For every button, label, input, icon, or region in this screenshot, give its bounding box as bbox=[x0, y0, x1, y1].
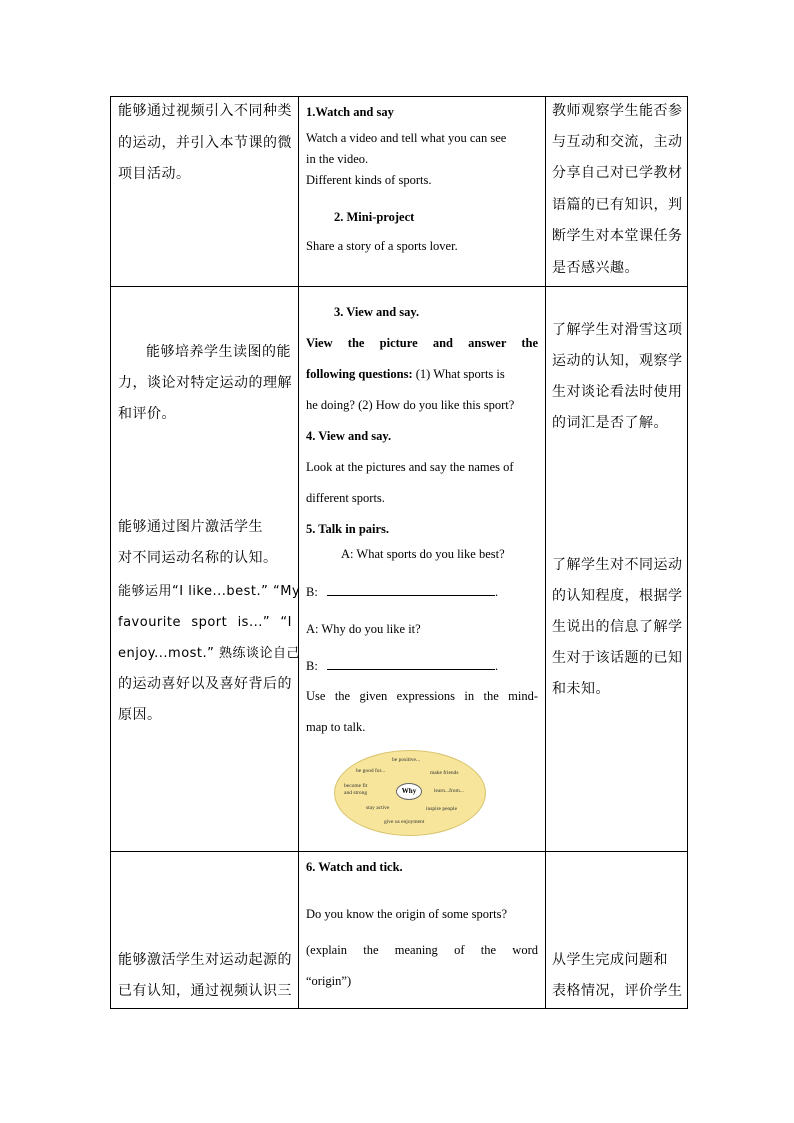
row-divider-1 bbox=[110, 286, 688, 287]
goal-line: 的运动喜好以及喜好背后的 bbox=[118, 676, 292, 692]
step1-title: 1.Watch and say bbox=[306, 105, 394, 119]
row-divider-2 bbox=[110, 851, 688, 852]
why-mindmap-image bbox=[334, 750, 486, 836]
goal-line: 对不同运动名称的认知。 bbox=[118, 550, 278, 566]
assessment-line: 语篇的已有知识，判 bbox=[552, 197, 683, 213]
step4-line: different sports. bbox=[306, 491, 385, 505]
assessment-line: 分享自己对已学教材 bbox=[552, 165, 683, 181]
assessment-line: 生对谈论看法时使用 bbox=[552, 384, 683, 400]
goal-line: favourite sport is...” “I bbox=[118, 615, 292, 630]
assessment-line: 断学生对本堂课任务 bbox=[552, 228, 683, 244]
mindmap-instruction: map to talk. bbox=[306, 720, 366, 734]
step2-text: Share a story of a sports lover. bbox=[306, 239, 458, 253]
goal-line: 已有认知，通过视频认识三 bbox=[118, 983, 292, 999]
answer-blank bbox=[327, 594, 495, 596]
goal-line: 能够运用“I like...best.” “My bbox=[118, 584, 301, 599]
assessment-line: 与互动和交流，主动 bbox=[552, 134, 683, 150]
dialog-line: A: What sports do you like best? bbox=[341, 547, 505, 561]
table-border-left bbox=[110, 96, 111, 1009]
assessment-line: 从学生完成问题和 bbox=[552, 952, 668, 968]
assessment-line: 的词汇是否了解。 bbox=[552, 415, 668, 431]
table-border-right bbox=[687, 96, 688, 1009]
step3-question-line3: he doing? (2) How do you like this sport? bbox=[306, 398, 515, 412]
assessment-line: 了解学生对不同运动 bbox=[552, 557, 683, 573]
step1-line: Different kinds of sports. bbox=[306, 173, 432, 187]
step5-title: 5. Talk in pairs. bbox=[306, 522, 390, 536]
goal-line: 能够通过图片激活学生 bbox=[118, 519, 263, 535]
goal-line: 项目活动。 bbox=[118, 166, 191, 182]
mindmap-word: give us enjoyment bbox=[384, 819, 425, 825]
mindmap-word: be positive... bbox=[392, 757, 421, 763]
goal-line: 能够激活学生对运动起源的 bbox=[118, 952, 292, 968]
goal-line: 力，谈论对特定运动的理解 bbox=[118, 375, 292, 391]
step6-question: Do you know the origin of some sports? bbox=[306, 907, 508, 921]
step3-question: View the picture and answer the bbox=[306, 336, 538, 350]
step1-line: Watch a video and tell what you can see bbox=[306, 131, 507, 145]
dialog-speaker: B: bbox=[306, 585, 318, 599]
mindmap-word: be good for... bbox=[356, 768, 386, 774]
dialog-answer-line: B: . bbox=[306, 659, 499, 673]
goal-line: 能够培养学生读图的能 bbox=[146, 344, 291, 360]
goal-line: enjoy...most.” 熟练谈论自己 bbox=[118, 646, 301, 661]
assessment-line: 运动的认知，观察学 bbox=[552, 353, 683, 369]
goal-line: 和评价。 bbox=[118, 406, 176, 422]
step1-line: in the video. bbox=[306, 152, 369, 166]
mindmap-word: make friends bbox=[430, 770, 459, 776]
step6-title: 6. Watch and tick. bbox=[306, 860, 403, 874]
mindmap-word: become fit bbox=[344, 783, 368, 789]
assessment-line: 生对于该话题的已知 bbox=[552, 650, 683, 666]
assessment-line: 的认知程度，根据学 bbox=[552, 588, 683, 604]
goal-line: 的运动，并引入本节课的微 bbox=[118, 135, 292, 151]
table-border-bottom bbox=[110, 1008, 688, 1009]
assessment-line: 了解学生对滑雪这项 bbox=[552, 322, 683, 338]
assessment-line: 生说出的信息了解学 bbox=[552, 619, 683, 635]
column-divider-1 bbox=[298, 96, 299, 1009]
answer-blank bbox=[327, 668, 495, 670]
column-divider-2 bbox=[545, 96, 546, 1009]
step3-question-line2 bbox=[306, 367, 505, 382]
goal-line: 原因。 bbox=[118, 707, 162, 723]
step3-question-bold: following questions: bbox=[306, 367, 413, 381]
step6-explain: (explain the meaning of the word bbox=[306, 943, 538, 957]
mindmap-word: inspire people bbox=[426, 806, 458, 812]
assessment-line: 是否感兴趣。 bbox=[552, 260, 639, 276]
assessment-line: 教师观察学生能否参 bbox=[552, 103, 683, 119]
assessment-line: 和未知。 bbox=[552, 681, 610, 697]
step3-title: 3. View and say. bbox=[334, 305, 420, 319]
mindmap-word: learn...from... bbox=[434, 788, 464, 794]
lesson-plan-table bbox=[110, 96, 688, 1009]
assessment-line: 表格情况，评价学生 bbox=[552, 983, 683, 999]
step4-line: Look at the pictures and say the names of bbox=[306, 460, 514, 474]
step6-explain: “origin”) bbox=[306, 974, 352, 988]
mindmap-word: and strong bbox=[344, 790, 368, 796]
mindmap-instruction: Use the given expressions in the mind- bbox=[306, 689, 538, 703]
dialog-answer-line: B: . bbox=[306, 585, 499, 599]
goal-line: 能够通过视频引入不同种类 bbox=[118, 103, 292, 119]
step2-title: 2. Mini-project bbox=[334, 210, 415, 224]
mindmap-center: Why bbox=[396, 783, 422, 800]
step3-question-rest: (1) What sports is bbox=[415, 367, 505, 381]
mindmap-word: stay active bbox=[366, 805, 390, 811]
step4-title: 4. View and say. bbox=[306, 429, 392, 443]
dialog-line: A: Why do you like it? bbox=[306, 622, 421, 636]
dialog-speaker: B: bbox=[306, 659, 318, 673]
